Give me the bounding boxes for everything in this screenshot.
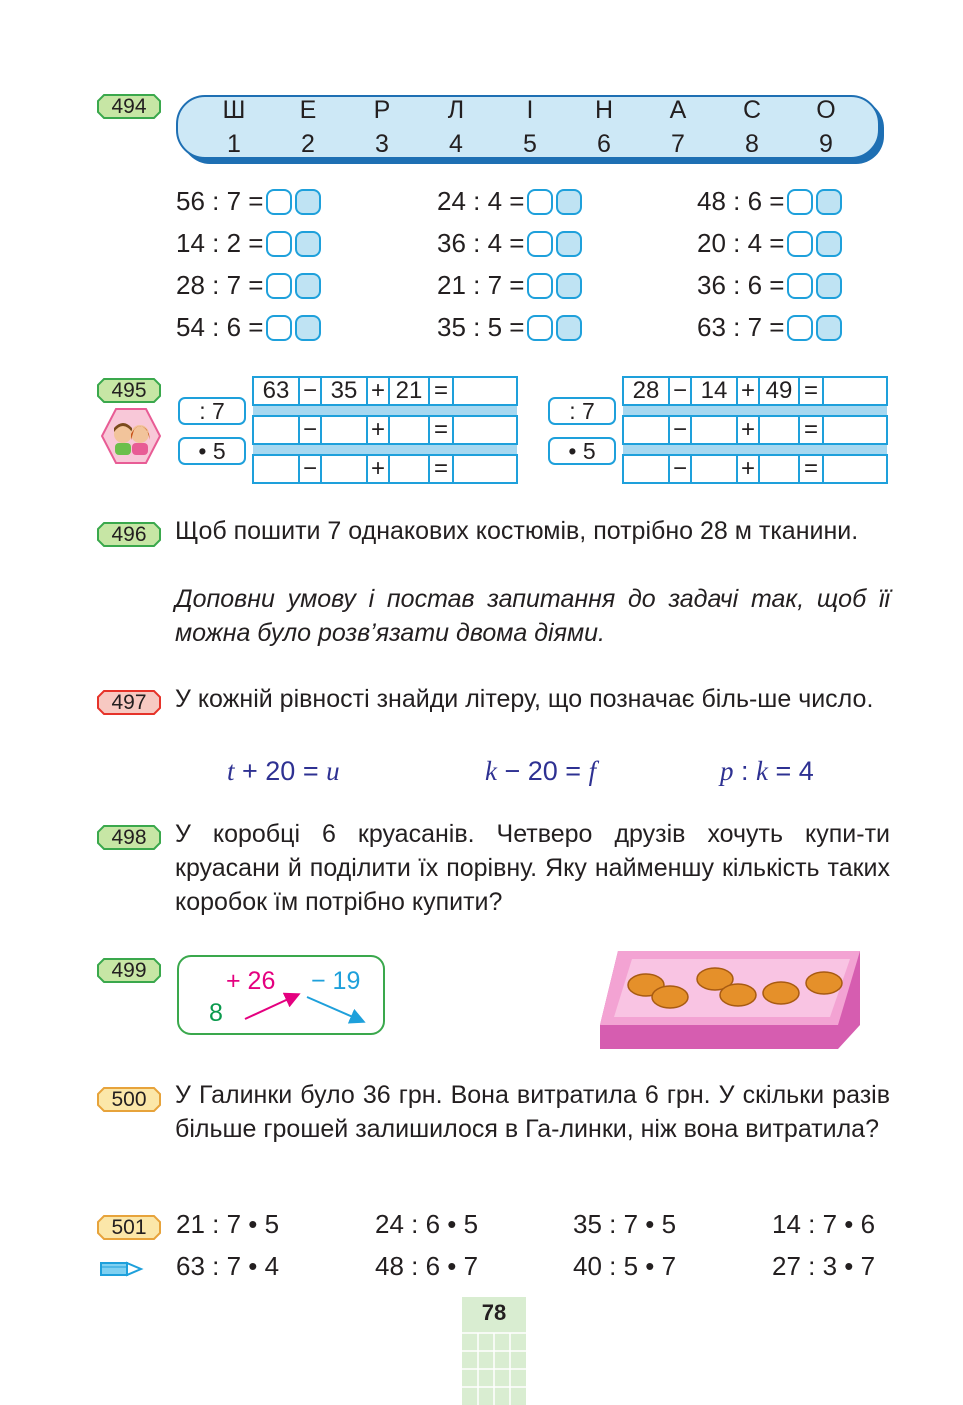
equation-text: 36 : 6 =: [697, 270, 785, 300]
expression-table-left: 63 − 35 + 21 = − + = − + =: [252, 376, 518, 484]
expression: 48 : 6 • 7: [375, 1251, 479, 1281]
equation-text: 28 : 7 =: [176, 270, 264, 300]
key-number: 4: [449, 130, 463, 158]
task-497-text: У кожній рівності знайди літеру, що позначає біль-ше число.: [175, 685, 874, 713]
equation-text: 20 : 4 =: [697, 228, 785, 258]
answer-box-ones[interactable]: [295, 315, 321, 341]
multiply-by-5-label-right: • 5: [548, 437, 616, 465]
equation-text: 36 : 4 =: [437, 228, 525, 258]
equation-text: 56 : 7 =: [176, 186, 264, 216]
key-letter: Е: [299, 96, 317, 124]
task-496-instruction: Доповни умову і постав запитання до задачі так, щоб її можна було розв’язати двома діями.: [175, 585, 890, 647]
answer-box-tens[interactable]: [266, 189, 292, 215]
divide-by-7-label-right: : 7: [548, 397, 616, 425]
key-letter: Н: [594, 96, 614, 124]
key-number: 5: [523, 130, 537, 158]
page-number-block: [462, 1297, 526, 1405]
key-letter: Ш: [222, 96, 246, 124]
answer-box-ones[interactable]: [556, 315, 582, 341]
answer-box-tens[interactable]: [266, 273, 292, 299]
start-number: 8: [209, 999, 223, 1027]
equation-text: 63 : 7 =: [697, 312, 785, 342]
key-letter: С: [742, 96, 762, 124]
division-equation: [697, 226, 842, 260]
answer-box-tens[interactable]: [787, 231, 813, 257]
division-equation: [437, 268, 582, 302]
key-letter: О: [816, 96, 836, 124]
answer-box-tens[interactable]: [787, 315, 813, 341]
plus-26-label: + 26: [226, 967, 276, 995]
chain-arrows: [179, 957, 387, 1037]
answer-box-ones[interactable]: [816, 315, 842, 341]
expression: 14 : 7 • 6: [772, 1209, 876, 1239]
key-number: 3: [375, 130, 389, 158]
expression: 40 : 5 • 7: [573, 1251, 677, 1281]
page-number: 78: [481, 1300, 507, 1325]
key-number: 7: [671, 130, 685, 158]
expression: 63 : 7 • 4: [176, 1251, 280, 1281]
answer-box-tens[interactable]: [266, 315, 292, 341]
letter-equation-2: k − 20 = f: [485, 756, 597, 786]
division-equation: [437, 184, 582, 218]
divide-by-7-label-left: : 7: [178, 397, 246, 425]
answer-box-tens[interactable]: [527, 315, 553, 341]
exercise-number-501: 501: [97, 1215, 161, 1240]
pair-work-icon: [101, 408, 161, 464]
exercise-number-498: 498: [97, 825, 161, 850]
answer-box-tens[interactable]: [787, 189, 813, 215]
key-letter: Л: [447, 96, 465, 124]
task-500-text: У Галинки було 36 грн. Вона витратила 6 грн. У скільки разів більше грошей залишилося в Га-линки, ніж вона витратила?: [175, 1081, 890, 1143]
equation-text: 35 : 5 =: [437, 312, 525, 342]
task-498-text: У коробці 6 круасанів. Четверо друзів хочуть купи-ти круасани й поділити їх порівну. Яку найменшу кількість таких коробок їм потрібно купити?: [175, 820, 890, 916]
multiply-by-5-label-left: • 5: [178, 437, 246, 465]
answer-box-tens[interactable]: [266, 231, 292, 257]
division-equation: [697, 310, 842, 344]
division-equation: [697, 184, 842, 218]
letter-equation-3: p : k = 4: [720, 756, 814, 786]
division-equation: [176, 184, 321, 218]
exercise-number-500: 500: [97, 1087, 161, 1112]
division-equation: [437, 226, 582, 260]
letter-number-key: [176, 95, 886, 167]
key-letter: І: [526, 96, 534, 124]
key-number: 1: [227, 130, 241, 158]
expression: 24 : 6 • 5: [375, 1209, 479, 1239]
expression: 21 : 7 • 5: [176, 1209, 280, 1239]
answer-box-ones[interactable]: [295, 231, 321, 257]
exercise-number-499: 499: [97, 958, 161, 983]
exercise-number-495: 495: [97, 378, 161, 403]
minus-19-label: − 19: [311, 967, 361, 995]
exercise-number-496: 496: [97, 522, 161, 547]
answer-box-ones[interactable]: [556, 189, 582, 215]
key-letter: Р: [373, 96, 391, 124]
division-equation: [437, 310, 582, 344]
chain-operation-box: [177, 955, 385, 1035]
exercise-number-497: 497: [97, 690, 161, 715]
answer-box-ones[interactable]: [816, 189, 842, 215]
equation-text: 21 : 7 =: [437, 270, 525, 300]
answer-box-ones[interactable]: [295, 189, 321, 215]
equation-text: 48 : 6 =: [697, 186, 785, 216]
answer-box-ones[interactable]: [816, 273, 842, 299]
key-number: 8: [745, 130, 759, 158]
division-equation: [697, 268, 842, 302]
letter-equation-1: t + 20 = u: [227, 756, 340, 786]
division-equation: [176, 268, 321, 302]
expression: 35 : 7 • 5: [573, 1209, 677, 1239]
key-number: 2: [301, 130, 315, 158]
answer-box-tens[interactable]: [527, 231, 553, 257]
division-equation: [176, 310, 321, 344]
expression-table-right: 28 − 14 + 49 = − + = − + =: [622, 376, 888, 484]
expression: 27 : 3 • 7: [772, 1251, 876, 1281]
croissant-tray-image: [598, 945, 860, 1049]
answer-box-ones[interactable]: [556, 231, 582, 257]
answer-box-tens[interactable]: [527, 189, 553, 215]
key-number: 9: [819, 130, 833, 158]
pencil-icon: [97, 1257, 145, 1279]
key-number: 6: [597, 130, 611, 158]
key-letter: А: [669, 96, 687, 124]
equation-text: 54 : 6 =: [176, 312, 264, 342]
answer-box-ones[interactable]: [816, 231, 842, 257]
answer-box-ones[interactable]: [295, 273, 321, 299]
answer-box-tens[interactable]: [527, 273, 553, 299]
equation-text: 14 : 2 =: [176, 228, 264, 258]
equation-text: 24 : 4 =: [437, 186, 525, 216]
answer-box-tens[interactable]: [787, 273, 813, 299]
answer-box-ones[interactable]: [556, 273, 582, 299]
exercise-number-494: 494: [97, 94, 161, 119]
division-equation: [176, 226, 321, 260]
task-496-text: Щоб пошити 7 однакових костюмів, потрібно 28 м тканини.: [175, 517, 859, 545]
